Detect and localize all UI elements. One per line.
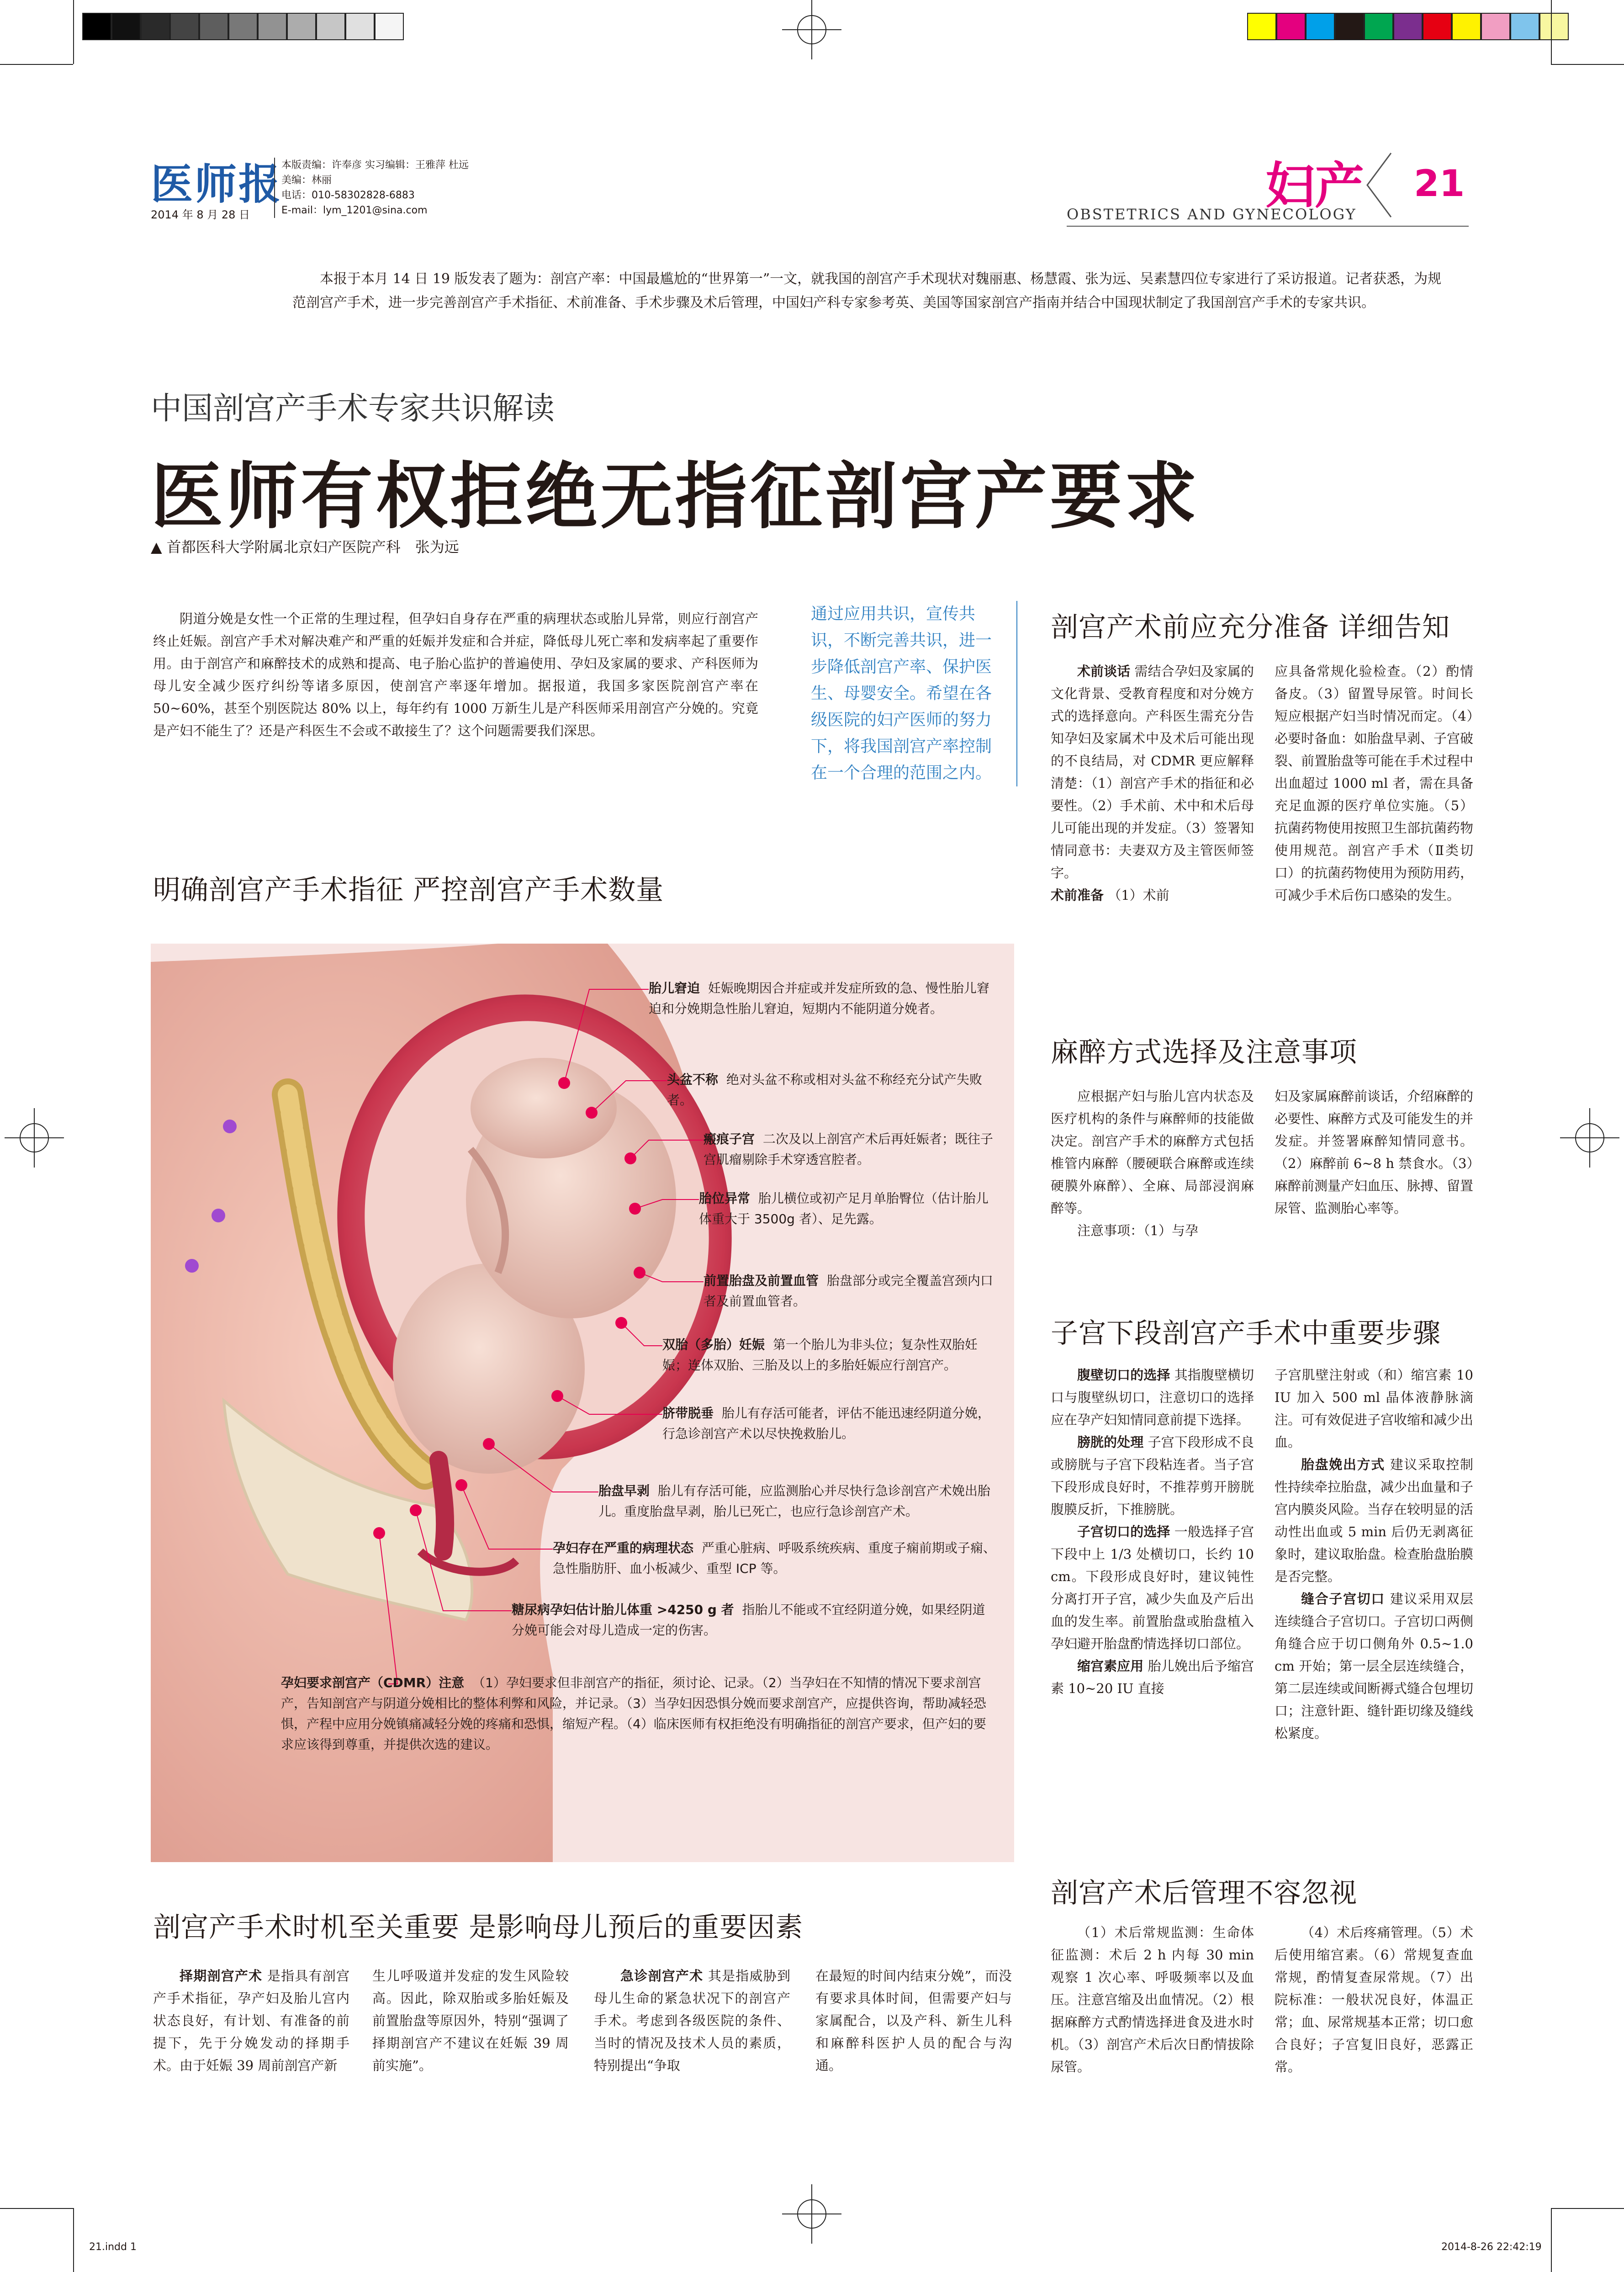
color-swatch: [1306, 13, 1335, 40]
step-lead: 缩宫素应用: [1077, 1658, 1144, 1674]
timing-col-4: 在最短的时间内结束分娩”，而没有要求具体时间，但需要产妇与家属配合，以及产科、新生儿科和麻醉科医护人员的配合与沟通。: [815, 1968, 1012, 2073]
timing-elective-text: 是指具有剖宫产手术指征，孕产妇及胎儿宫内状态良好，有计划、有准备的前提下，先于分娩发动的择期手术。由于妊娠 39 周前剖宫产新: [153, 1968, 349, 2073]
color-swatch: [1276, 13, 1306, 40]
gray-swatch: [82, 13, 111, 40]
indication-fetal-distress: [649, 978, 996, 1019]
indication-text: 胎儿横位或初产足月单胎臀位（估计胎儿体重大于 3500g 者）、足先露。: [699, 1191, 989, 1226]
anesthesia-col-1: [1051, 1085, 1254, 1242]
color-swatch: [1364, 13, 1393, 40]
indication-cdmr: [281, 1672, 998, 1755]
crop-mark-right-middle: [1560, 1108, 1619, 1168]
timing-col-1: [153, 1965, 349, 2077]
file-slug: 21.indd 1: [89, 2241, 137, 2253]
pull-quote: 通过应用共识，宣传共识，不断完善共识，进一步降低剖宫产率、保护医生、母婴安全。希望在各级医院的妇产医师的努力下，将我国剖宫产率控制在一个合理的范围之内。: [811, 601, 1017, 786]
indication-term: 瘢痕子宫: [704, 1131, 755, 1147]
trim-line: [73, 2208, 74, 2272]
header-rule: [1067, 226, 1469, 227]
steps-col-1: [1051, 1364, 1254, 1700]
staff-line: 电话：010-58302828-6883: [281, 190, 415, 201]
indication-term: 头盆不称: [667, 1072, 719, 1087]
staff-line: 本版责编：许奉彦 实习编辑：王雅萍 杜远: [281, 159, 469, 171]
masthead-logo: 医师报: [151, 159, 283, 209]
indication-cpd: [667, 1069, 996, 1110]
indication-term: 糖尿病孕妇估计胎儿体重 >4250 g 者: [512, 1602, 734, 1617]
indication-term: 胎盘早剥: [598, 1483, 650, 1498]
gray-swatch: [199, 13, 228, 40]
gray-swatch: [141, 13, 170, 40]
color-swatch: [1452, 13, 1481, 40]
trim-line: [1551, 2208, 1552, 2272]
indication-placenta-previa: [704, 1270, 996, 1311]
trim-line: [0, 64, 73, 65]
color-registration-bar: [1247, 13, 1569, 40]
section-title-indications: 明确剖宫产手术指征 严控剖宫产手术数量: [153, 874, 664, 906]
timing-emergency-lead: 急诊剖宫产术: [620, 1968, 704, 1984]
indication-term: 前置胎盘及前置血管: [704, 1273, 819, 1288]
indication-text: 胎儿有存活可能，应监测胎心并尽快行急诊剖宫产术娩出胎儿。重度胎盘早剥，胎儿已死亡，也应行急诊剖宫产术。: [598, 1483, 990, 1519]
color-swatch: [1539, 13, 1569, 40]
step-text: 子宫肌壁注射或（和）缩宫素 10 IU 加入 500 ml 晶体液静脉滴注。可有效促进子宫收缩和减少出血。: [1275, 1367, 1474, 1450]
article-byline: ▲ 首都医科大学附属北京妇产医院产科 张为远: [151, 538, 459, 556]
indication-diabetes-macrosomia: [512, 1599, 996, 1640]
article-kicker: 中国剖宫产手术专家共识解读: [151, 391, 555, 427]
timing-col-2: 生儿呼吸道并发症的发生风险较高。因此，除双胎或多胎妊娠及前置胎盘等原因外，特别“强调了择期剖宫产不建议在妊娠 39 周前实施”。: [372, 1968, 569, 2073]
indication-term: 胎位异常: [699, 1191, 751, 1206]
gray-swatch: [375, 13, 404, 40]
timing-col-3: [594, 1965, 790, 2077]
preop-col-2: 应具备常规化验检查。（2）酌情备皮。（3）留置导尿管。时间长短应根据产妇当时情况而定。（4）必要时备血：如胎盘早剥、子宫破裂、前置胎盘等可能在手术过程中出血超过 1000 ml 者，需在具备充足血源的医疗单位实施。（5）抗菌药物使用按照卫生部抗菌药物使用规范。剖宫产手术（Ⅱ类切口）的抗菌药物使用为预防用药，可减少手术后伤口感染的发生。: [1275, 664, 1474, 903]
gray-swatch: [170, 13, 199, 40]
grayscale-registration-bar: [82, 13, 404, 40]
indication-text: 二次及以上剖宫产术后再妊娠者；既往子宫肌瘤剔除手术穿透宫腔者。: [704, 1131, 993, 1167]
indication-term: 双胎（多胎）妊娠: [662, 1337, 765, 1352]
indication-term: 孕妇要求剖宫产（CDMR）注意: [281, 1675, 465, 1690]
indication-placental-abruption: [598, 1481, 996, 1522]
anesthesia-text: 应根据产妇与胎儿宫内状态及医疗机构的条件与麻醉师的技能做决定。剖宫产手术的麻醉方式包括椎管内麻醉（腰硬联合麻醉或连续硬膜外麻醉）、全麻、局部浸润麻醉等。: [1051, 1088, 1254, 1216]
section-title-timing: 剖宫产手术时机至关重要 是影响母儿预后的重要因素: [153, 1911, 804, 1943]
step-item: [1051, 1655, 1254, 1700]
step-text: 子宫下段形成不良或膀胱与子宫下段粘连者。当子宫下段形成良好时，不推荐剪开膀胱腹膜反折，下推膀胱。: [1051, 1434, 1254, 1517]
step-text: 建议采取控制性持续牵拉胎盘，减少出血量和子宫内膜炎风险。当存在较明显的活动性出血或 5 min 后仍无剥离征象时，建议取胎盘。检查胎盘胎膜是否完整。: [1275, 1457, 1474, 1584]
indication-text: 胎儿有存活可能者，评估不能迅速经阴道分娩，行急诊剖宫产术以尽快挽救胎儿。: [662, 1406, 990, 1441]
page-number: 21: [1414, 162, 1465, 205]
step-item: [1051, 1431, 1254, 1521]
crop-mark-bottom-center: [782, 2184, 841, 2244]
section-english-name: OBSTETRICS AND GYNECOLOGY: [1067, 206, 1357, 223]
step-item: [1275, 1364, 1473, 1454]
indication-term: 胎儿窘迫: [649, 981, 700, 996]
trim-line: [1551, 64, 1624, 65]
preop-col-1: [1051, 660, 1254, 907]
crop-mark-left-middle: [5, 1108, 64, 1168]
staff-line: 美编：林丽: [281, 175, 332, 186]
chevron-divider-icon: [1364, 151, 1396, 219]
section-title-preop: 剖宫产术前应充分准备 详细告知: [1051, 611, 1450, 643]
section-title-postop: 剖宫产术后管理不容忽视: [1051, 1877, 1357, 1909]
color-swatch: [1247, 13, 1276, 40]
step-lead: 缝合子宫切口: [1301, 1591, 1385, 1607]
timestamp-slug: 2014-8-26 22:42:19: [1441, 2241, 1542, 2253]
step-item: [1051, 1364, 1254, 1431]
crop-mark-top-center: [782, 0, 841, 59]
preop-talk-lead: 术前谈话: [1077, 664, 1131, 679]
indication-text: 严重心脏病、呼吸系统疾病、重度子痫前期或子痫、急性脂肪肝、血小板减少、重型 ICP 等。: [553, 1540, 996, 1576]
gray-swatch: [316, 13, 345, 40]
indication-text: 绝对头盆不称或相对头盆不称经充分试产失败者。: [667, 1072, 982, 1108]
indications-illustration: [151, 944, 1014, 1862]
step-text: 胎儿娩出后予缩宫素 10~20 IU 直接: [1051, 1658, 1254, 1696]
gray-swatch: [345, 13, 375, 40]
trim-line: [73, 0, 74, 64]
indication-text: 第一个胎儿为非头位；复杂性双胎妊娠；连体双胎、三胎及以上的多胎妊娠应行剖宫产。: [662, 1337, 978, 1373]
postop-col-1: （1）术后常规监测：生命体征监测：术后 2 h 内每 30 min 观察 1 次心率、呼吸频率以及血压。注意宫缩及出血情况。（2）根据麻醉方式酌情选择进食及进水时机。（3）剖宫产术后次日酌情拔除尿管。: [1051, 1925, 1254, 2075]
staff-line: E-mail：lym_1201@sina.com: [281, 205, 428, 216]
gray-swatch: [258, 13, 287, 40]
indication-text: 妊娠晚期因合并症或并发症所致的急、慢性胎儿窘迫和分娩期急性胎儿窘迫，短期内不能阴道分娩者。: [649, 981, 989, 1016]
step-item: [1051, 1521, 1254, 1655]
indication-scarred-uterus: [704, 1129, 1000, 1170]
gray-swatch: [228, 13, 258, 40]
indication-text: （1）孕妇要求但非剖宫产的指征，须讨论、记录。（2）当孕妇在不知情的情况下要求剖宫产，告知剖宫产与阴道分娩相比的整体利弊和风险，并记录。（3）当孕妇因恐惧分娩而要求剖宫产，应提供咨询，帮助减轻恐惧，产程中应用分娩镇痛减轻分娩的疼痛和恐惧，缩短产程。（4）临床医师有权拒绝没有明确指征的剖宫产要求，但产妇的要求应该得到尊重，并提供次选的建议。: [281, 1675, 986, 1752]
step-lead: 膀胱的处理: [1077, 1434, 1144, 1450]
indication-term: 孕妇存在严重的病理状态: [553, 1540, 694, 1555]
section-name: 妇产: [1265, 158, 1365, 215]
issue-date: 2014 年 8 月 28 日: [151, 208, 250, 221]
editorial-staff: [274, 158, 469, 218]
indication-severe-maternal-condition: [553, 1538, 996, 1579]
indication-cord-prolapse: [662, 1403, 996, 1444]
timing-emergency-text: 其是指威胁到母儿生命的紧急状况下的剖宫产手术。考虑到各级医院的条件、当时的情况及技术人员的素质，特别提出“争取: [594, 1968, 790, 2073]
indication-multiple-pregnancy: [662, 1334, 996, 1375]
trim-line: [1551, 0, 1552, 64]
color-swatch: [1481, 13, 1510, 40]
step-item: [1275, 1588, 1473, 1745]
indication-text: 指胎儿不能或不宜经阴道分娩，如果经阴道分娩可能会对母儿造成一定的伤害。: [512, 1602, 985, 1638]
indication-term: 脐带脱垂: [662, 1406, 714, 1421]
gray-swatch: [111, 13, 141, 40]
step-item: [1275, 1454, 1473, 1588]
gray-swatch: [287, 13, 316, 40]
postop-col-2: （4）术后疼痛管理。（5）术后使用缩宫素。（6）常规复查血常规，酌情复查尿常规。（7）出院标准：一般状况良好，体温正常；血、尿常规基本正常；切口愈合良好；子宫复旧良好，恶露正常。: [1275, 1925, 1474, 2075]
timing-elective-lead: 择期剖宫产术: [180, 1968, 263, 1984]
steps-col-2: [1275, 1364, 1473, 1745]
indication-text: 胎盘部分或完全覆盖宫颈内口者及前置血管者。: [704, 1273, 993, 1309]
trim-line: [0, 2208, 73, 2209]
indication-malpresentation: [699, 1188, 991, 1229]
step-text: 其指腹壁横切口与腹壁纵切口，注意切口的选择应在孕产妇知情同意前提下选择。: [1051, 1367, 1254, 1428]
preop-prep-text: （1）术前: [1108, 887, 1169, 903]
step-lead: 胎盘娩出方式: [1301, 1457, 1385, 1472]
preop-talk-text: 需结合孕妇及家属的文化背景、受教育程度和对分娩方式的选择意向。产科医生需充分告知孕妇及家属术中及术后可能出现的不良结局，对 CDMR 更应解释清楚：（1）剖宫产手术的指征和必要性。（2）手术前、术中和术后母儿可能出现的并发症。（3）签署知情同意书：夫妻双方及主管医师签字。: [1051, 664, 1254, 881]
section-title-steps: 子宫下段剖宫产手术中重要步骤: [1051, 1317, 1441, 1349]
lead-paragraph: 阴道分娩是女性一个正常的生理过程，但孕妇自身存在严重的病理状态或胎儿异常，则应行剖宫产终止妊娠。剖宫产手术对解决难产和严重的妊娠并发症和合并症，降低母儿死亡率和发病率起了重要作用。由于剖宫产和麻醉技术的成熟和提高、电子胎心监护的普遍使用、孕妇及家属的要求、产科医师为母儿安全减少医疗纠纷等诸多原因，使剖宫产率逐年增加。据报道，我国多家医院剖宫产率在 50~60%，甚至个别医院达 80% 以上，每年约有 1000 万新生儿是产科医师采用剖宫产分娩的。究竟是产妇不能生了？还是产科医生不会或不敢接生了？这个问题需要我们深思。: [153, 611, 758, 738]
step-text: 建议采用双层连续缝合子宫切口。子宫切口两侧角缝合应于切口侧角外 0.5~1.0 cm 开始；第一层全层连续缝合，第二层连续或间断褥式缝合包埋切口；注意针距、缝针距切缘及缝线松紧度。: [1275, 1591, 1474, 1741]
trim-line: [1551, 2208, 1624, 2209]
section-title-anesthesia: 麻醉方式选择及注意事项: [1051, 1036, 1357, 1068]
step-lead: 子宫切口的选择: [1077, 1524, 1170, 1539]
anesthesia-col-2: 妇及家属麻醉前谈话，介绍麻醉的必要性、麻醉方式及可能发生的并发症。并签署麻醉知情同意书。（2）麻醉前 6~8 h 禁食水。（3）麻醉前测量产妇血压、脉搏、留置尿管、监测胎心率等。: [1275, 1088, 1474, 1216]
step-text: 一般选择子宫下段中上 1/3 处横切口，长约 10 cm。下段形成良好时，建议钝性分离打开子宫，减少失血及产后出血的发生率。前置胎盘或胎盘植入孕妇避开胎盘酌情选择切口部位。: [1051, 1524, 1254, 1651]
color-swatch: [1510, 13, 1539, 40]
preop-prep-lead: 术前准备: [1051, 887, 1104, 903]
step-lead: 腹壁切口的选择: [1077, 1367, 1170, 1383]
color-swatch: [1335, 13, 1364, 40]
color-swatch: [1423, 13, 1452, 40]
anesthesia-notes-start: 注意事项：（1）与孕: [1077, 1223, 1198, 1238]
article-headline: 医师有权拒绝无指征剖宫产要求: [151, 454, 1200, 539]
editor-note: 本报于本月 14 日 19 版发表了题为：剖宫产率：中国最尴尬的“世界第一”一文，就我国的剖宫产手术现状对魏丽惠、杨慧霞、张为远、吴素慧四位专家进行了采访报道。记者获悉，为规范剖宫产手术，进一步完善剖宫产手术指征、术前准备、手术步骤及术后管理，中国妇产科专家参考英、美国等国家剖宫产指南并结合中国现状制定了我国剖宫产手术的专家共识。: [292, 271, 1442, 311]
color-swatch: [1393, 13, 1423, 40]
